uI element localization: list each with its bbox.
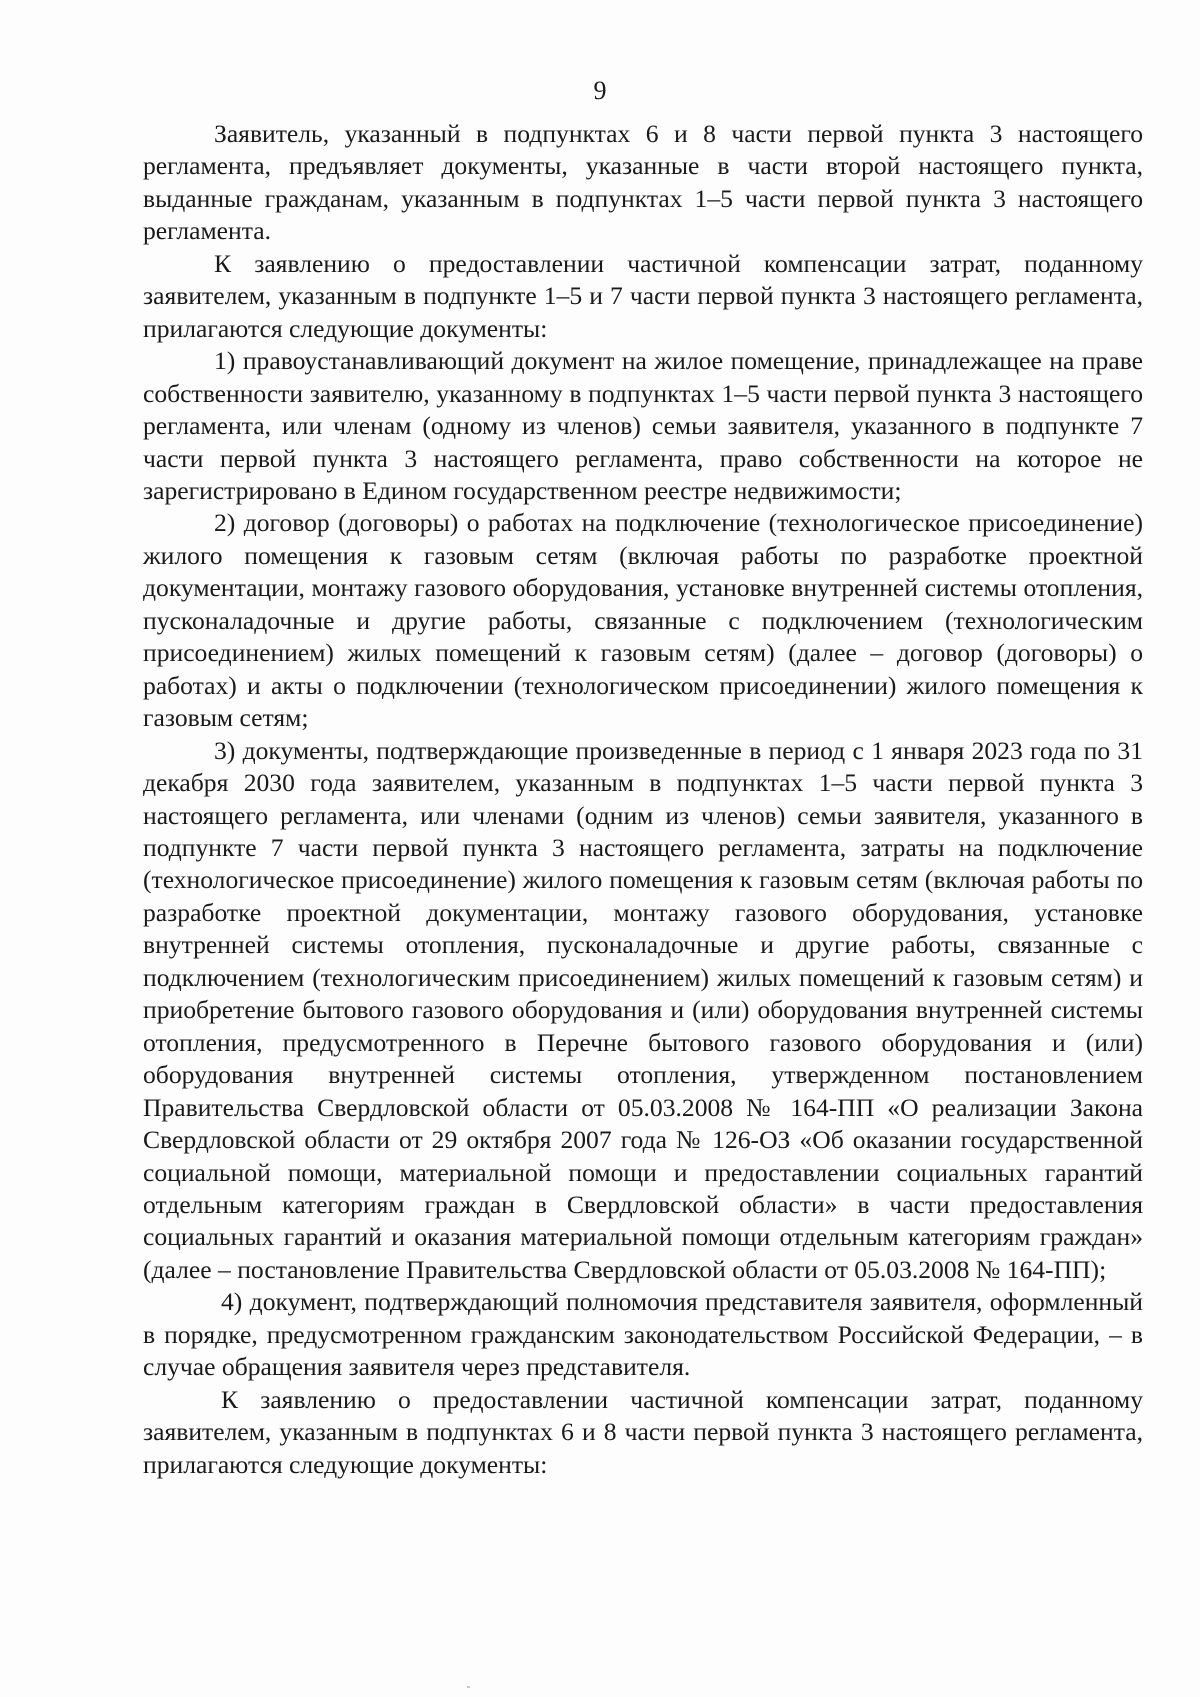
list-item-3-expense-documents: 3) документы, подтверждающие произведенные в период с 1 января 2023 года по 31 декабря 2030 года заявителем, указанным в подпунктах 1–5 части первой пункта 3 настоящего регламента, или членами (одним из членов) семьи заявителя, указанного в подпункте 7 части первой пункта 3 настоящего регламента, затраты на подключение (технологическое присоединение) жилого помещения к газовым сетям (включая работы по разработке проектной документации, монтажу газового оборудования, установке внутренней системы отопления, пусконаладочные и другие работы, связанные с подключением (технологическим присоединением) жилых помещений к газовым сетям) и приобретение бытового газового оборудования и (или) оборудования внутренней системы отопления, предусмотренного в Перечне бытового газового оборудования и (или) оборудования внутренней системы отопления, утвержденном постановлением Правительства Свердловской области от 05.03.2008 № 164-ПП «О реализации Закона Свердловской области от 29 октября 2007 года № 126-ОЗ «Об оказании государственной социальной помощи, материальной помощи и предоставлении социальных гарантий отдельным категориям граждан в Свердловской области» в части предоставления социальных гарантий и оказания материальной помощи отдельным категориям граждан» (далее – постановление Правительства Свердловской области от 05.03.2008 № 164-ПП); xyxy=(143,735,1143,1284)
paragraph-attachments-intro-6-8: К заявлению о предоставлении частичной компенсации затрат, поданному заявителем, указанным в подпунктах 6 и 8 части первой пункта 3 настоящего регламента, прилагаются следующие документы: xyxy=(143,1384,1143,1479)
page-number: 9 xyxy=(593,76,607,105)
scan-artifact xyxy=(467,1686,470,1688)
list-item-1-title-document: 1) правоустанавливающий документ на жилое помещение, принадлежащее на праве собственности заявителю, указанному в подпунктах 1–5 части первой пункта 3 настоящего регламента, или членам (одному из членов) семьи заявителя, указанного в подпункте 7 части первой пункта 3 настоящего регламента, право собственности на которое не зарегистрировано в Едином государственном реестре недвижимости; xyxy=(143,346,1143,505)
document-body xyxy=(143,118,1143,1481)
paragraph-attachments-intro-1-7: К заявлению о предоставлении частичной компенсации затрат, поданному заявителем, указанным в подпункте 1–5 и 7 части первой пункта 3 настоящего регламента, прилагаются следующие документы: xyxy=(143,248,1143,343)
list-item-2-contract: 2) договор (договоры) о работах на подключение (технологическое присоединение) жилого помещения к газовым сетям (включая работы по разработке проектной документации, монтажу газового оборудования, установке внутренней системы отопления, пусконаладочные и другие работы, связанные с подключением (технологическим присоединением) жилых помещений к газовым сетям) (далее – договор (договоры) о работах) и акты о подключении (технологическом присоединении) жилого помещения к газовым сетям; xyxy=(143,508,1143,733)
paragraph-applicant-documents: Заявитель, указанный в подпунктах 6 и 8 части первой пункта 3 настоящего регламента, предъявляет документы, указанные в части второй настоящего пункта, выданные гражданам, указанным в подпунктах 1–5 части первой пункта 3 настоящего регламента. xyxy=(143,119,1143,246)
list-item-4-representative-authority: 4) документ, подтверждающий полномочия представителя заявителя, оформленный в порядке, предусмотренном гражданским законодательством Российской Федерации, – в случае обращения заявителя через представителя. xyxy=(143,1287,1143,1382)
